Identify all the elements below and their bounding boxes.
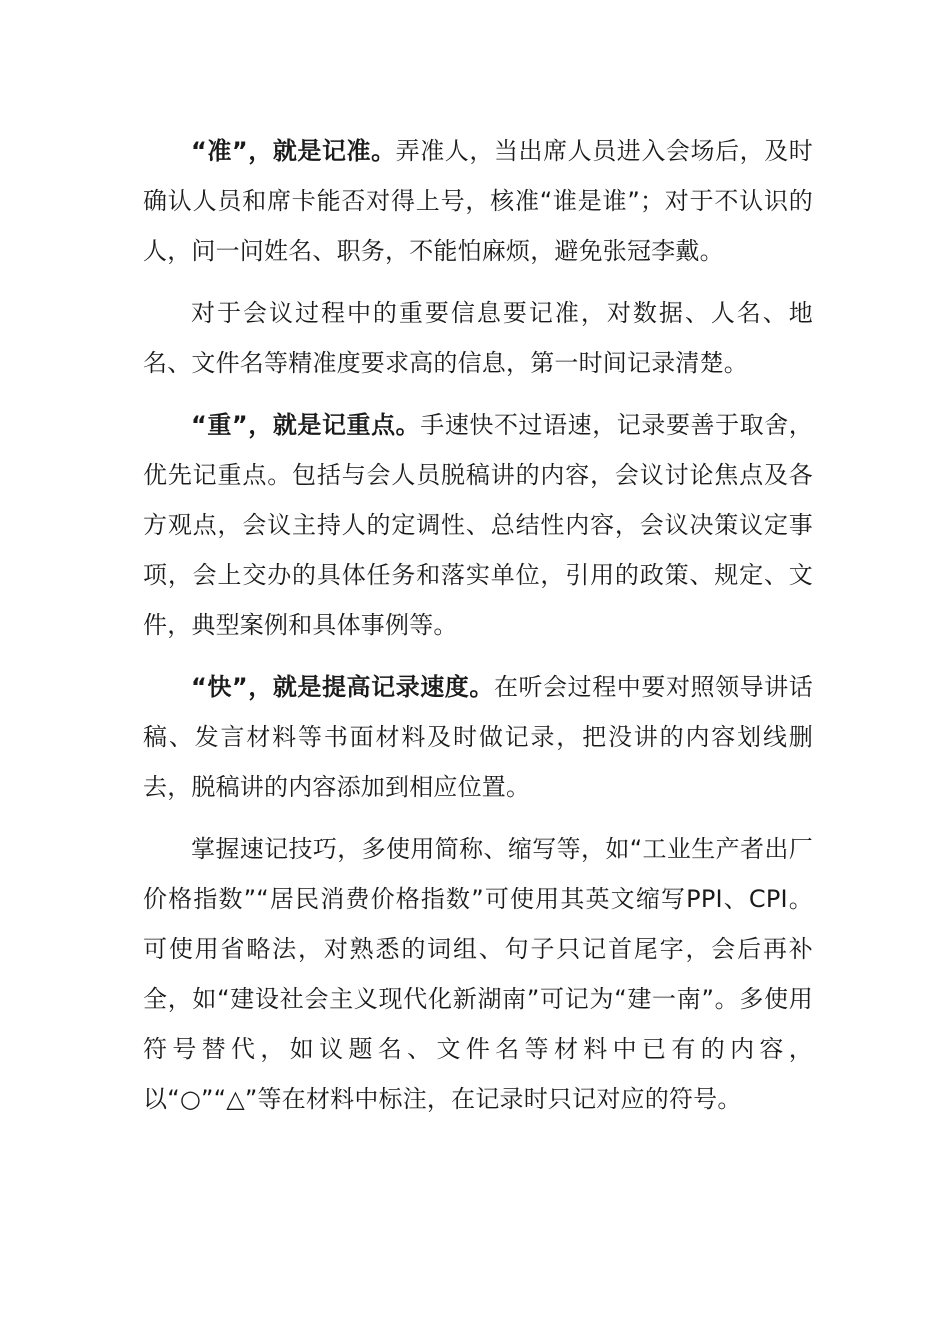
paragraph-text-zhong: 手速快不过语速，记录要善于取舍，优先记重点。包括与会人员脱稿讲的内容，会议讨论焦点及各方观点，会议主持人的定调性、总结性内容，会议决策议定事项，会上交办的具体任务和落实单位，引用的政策、规定、文件，典型案例和具体事例等。 bbox=[143, 411, 813, 639]
paragraph-zhong bbox=[143, 400, 813, 650]
paragraph-lead-zhun: “准”，就是记准。 bbox=[191, 137, 396, 165]
paragraph-text-record-accurately: 对于会议过程中的重要信息要记准，对数据、人名、地名、文件名等精准度要求高的信息，第一时间记录清楚。 bbox=[143, 299, 813, 377]
paragraph-text-zhun: 弄准人，当出席人员进入会场后，及时确认人员和席卡能否对得上号，核准“谁是谁”；对于不认识的人，问一问姓名、职务，不能怕麻烦，避免张冠李戴。 bbox=[143, 137, 813, 265]
paragraph-text-kuai: 在听会过程中要对照领导讲话稿、发言材料等书面材料及时做记录，把没讲的内容划线删去，脱稿讲的内容添加到相应位置。 bbox=[143, 673, 813, 801]
paragraph-lead-zhong: “重”，就是记重点。 bbox=[191, 411, 421, 439]
paragraph-kuai bbox=[143, 662, 813, 812]
paragraph-lead-kuai: “快”，就是提高记录速度。 bbox=[191, 673, 494, 701]
paragraph-text-shorthand-skills: 掌握速记技巧，多使用简称、缩写等，如“工业生产者出厂价格指数”“居民消费价格指数”可使用其英文缩写PPI、CPI。可使用省略法，对熟悉的词组、句子只记首尾字，会后再补全，如“建设社会主义现代化新湖南”可记为“建一南”。多使用符号替代，如议题名、文件名等材料中已有的内容，以“○”“△”等在材料中标注，在记录时只记对应的符号。 bbox=[143, 835, 813, 1113]
paragraph-zhun bbox=[143, 126, 813, 276]
document-body bbox=[143, 126, 813, 1136]
paragraph-record-accurately bbox=[143, 288, 813, 388]
paragraph-shorthand-skills bbox=[143, 824, 813, 1124]
